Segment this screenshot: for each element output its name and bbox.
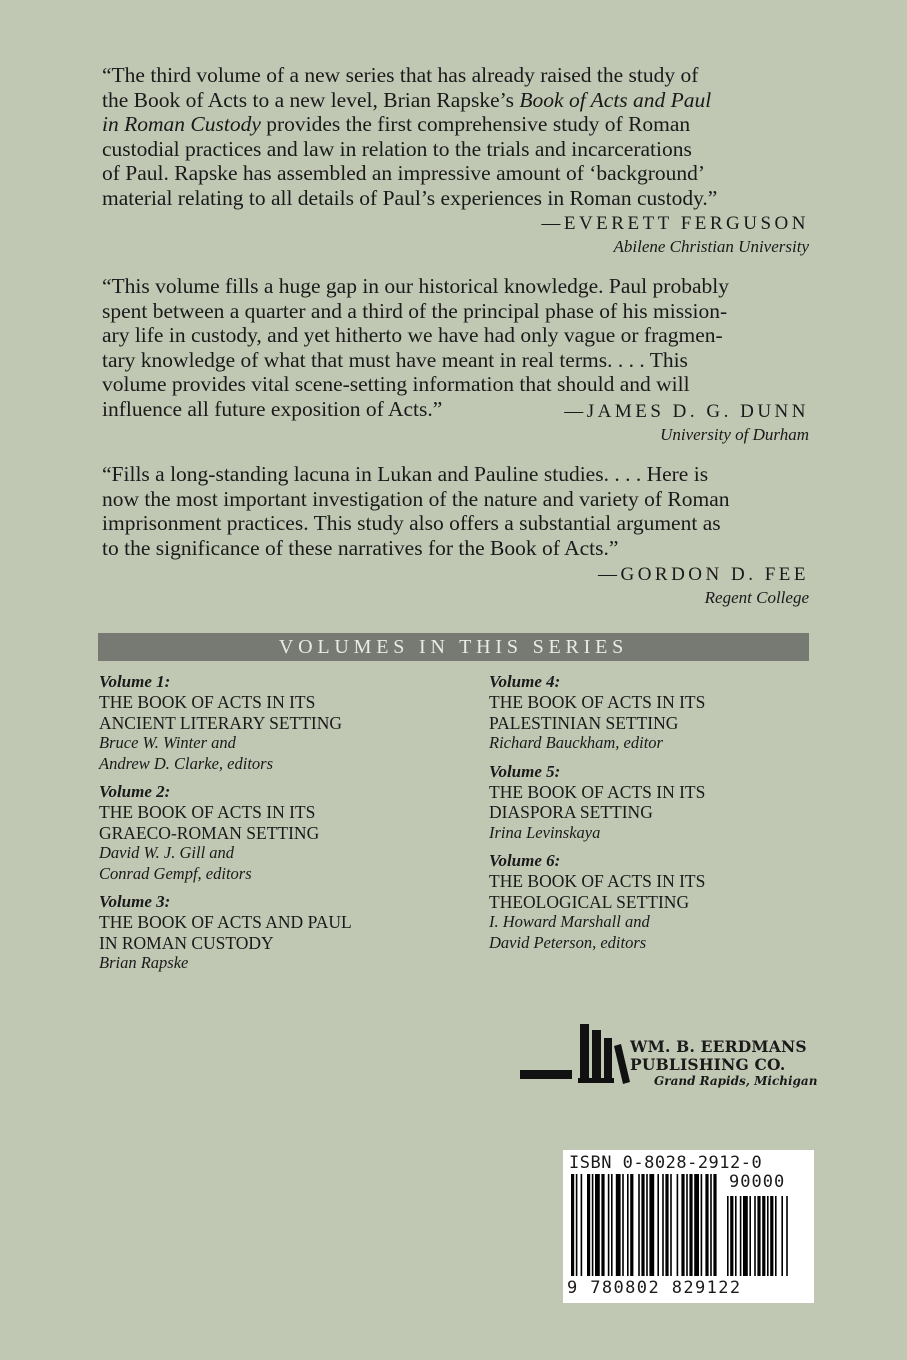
addon-bar: [762, 1196, 765, 1276]
barcode-bar: [681, 1174, 684, 1276]
volume-label: Volume 2:: [99, 782, 171, 801]
volume-title: THE BOOK OF ACTS IN ITS THEOLOGICAL SETTING: [489, 871, 706, 912]
barcode-bar: [705, 1174, 708, 1276]
volume-editors: Bruce W. Winter and Andrew D. Clarke, editors: [99, 733, 273, 773]
barcode-bar: [694, 1174, 699, 1276]
author-name: —GORDON D. FEE: [597, 564, 809, 585]
addon-bar: [740, 1196, 742, 1276]
endorsement-ferguson: [102, 63, 812, 211]
volume-label: Volume 3:: [99, 892, 171, 911]
barcode-bar: [571, 1174, 574, 1276]
publisher-line-2: PUBLISHING CO.: [630, 1055, 786, 1074]
barcode-bar: [576, 1174, 578, 1276]
publisher-name: [630, 1038, 817, 1089]
barcode-bar: [622, 1174, 624, 1276]
barcode-bar: [662, 1174, 664, 1276]
volume-label: Volume 6:: [489, 851, 561, 870]
barcode-bar: [587, 1174, 590, 1276]
addon-bar: [743, 1196, 748, 1276]
volume-editors: Richard Bauckham, editor: [489, 733, 663, 752]
addon-bar: [786, 1196, 788, 1276]
barcode-bar: [665, 1174, 668, 1276]
isbn-barcode-box: [563, 1150, 814, 1303]
barcode-bar: [670, 1174, 672, 1276]
endorsement-dunn: “This volume fills a huge gap in our historical knowledge. Paul probably spent between a quarter and a third of the principal phase of his mission- ary life in custody, and yet hitherto we have had only vague or fragmen- tary knowledge of what that must have meant in real terms. . . . This volume provides vital scene-setting information that should and will influence all future exposition of Acts.”: [102, 274, 729, 421]
barcode-bar: [601, 1174, 604, 1276]
isbn-label: ISBN 0-8028-2912-0: [569, 1153, 763, 1173]
addon-bar: [781, 1196, 783, 1276]
addon-bar: [767, 1196, 769, 1276]
addon-bar: [757, 1196, 760, 1276]
barcode-bar: [701, 1174, 703, 1276]
volume-4: [489, 672, 819, 754]
volume-title: THE BOOK OF ACTS AND PAUL IN ROMAN CUSTODY: [99, 912, 352, 953]
barcode-bar: [646, 1174, 648, 1276]
barcode-bar: [638, 1174, 640, 1276]
quote-text: “The third volume of a new series that has already raised the study of the Book of Acts to a new level, Brian Rapske’s: [102, 63, 699, 112]
author-institution: University of Durham: [660, 425, 809, 444]
volume-title: THE BOOK OF ACTS IN ITS DIASPORA SETTING: [489, 781, 706, 822]
addon-bar: [735, 1196, 737, 1276]
volume-title: THE BOOK OF ACTS IN ITS GRAECO-ROMAN SETTING: [99, 802, 320, 843]
barcode-bar: [611, 1174, 613, 1276]
addon-bar: [770, 1196, 773, 1276]
barcode-bar: [581, 1174, 583, 1276]
barcode-bar: [595, 1174, 600, 1276]
quote-text-continued: provides the first comprehensive study of Roman custodial practices and law in relation to the trials and incarcerations of Paul. Rapske has assembled an impressive amount of ‘background’ material relating to all details of Paul’s experiences in Roman custody.”: [102, 112, 718, 210]
barcode-bar: [630, 1174, 633, 1276]
barcode-bar: [689, 1174, 692, 1276]
endorsement-fee: “Fills a long-standing lacuna in Lukan and Pauline studies. . . . Here is now the most important investigation of the nature and variety of Roman imprisonment practices. This study also offers a substantial argument as to the significance of these narratives for the Book of Acts.”: [102, 462, 730, 560]
publisher-line-1: WM. B. EERDMANS: [630, 1037, 807, 1056]
barcode-bar: [710, 1174, 712, 1276]
barcode-bar: [713, 1174, 716, 1276]
attribution-ferguson: [541, 212, 809, 258]
barcode-bar: [657, 1174, 659, 1276]
volume-title: THE BOOK OF ACTS IN ITS PALESTINIAN SETTING: [489, 692, 706, 733]
publisher-logo: [520, 1024, 820, 1094]
volume-label: Volume 4:: [489, 672, 561, 691]
barcode-bar: [677, 1174, 679, 1276]
attribution-dunn: [564, 400, 809, 446]
barcode-bar: [627, 1174, 629, 1276]
barcode-bar: [616, 1174, 621, 1276]
quote-book-title: Book of Acts and Paul in Roman Custody: [102, 87, 712, 137]
volume-label: Volume 5:: [489, 761, 561, 781]
volume-editors: I. Howard Marshall and David Peterson, editors: [489, 912, 650, 952]
author-name: —EVERETT FERGUSON: [541, 213, 809, 234]
addon-bar: [775, 1196, 777, 1276]
logo-dash: [520, 1070, 572, 1079]
barcode-bar: [649, 1174, 654, 1276]
volume-editors: David W. J. Gill and Conrad Gempf, editors: [99, 843, 252, 883]
volume-label: Volume 1:: [99, 672, 171, 691]
barcode-bar: [592, 1174, 594, 1276]
author-institution: Abilene Christian University: [613, 237, 809, 256]
barcode-bar: [641, 1174, 644, 1276]
volume-5: [489, 762, 819, 844]
author-institution: Regent College: [704, 588, 809, 607]
barcode-bar: [608, 1174, 610, 1276]
addon-bar: [730, 1196, 733, 1276]
price-code: 90000: [729, 1172, 786, 1192]
volume-6: [489, 851, 819, 953]
ean-number: 9 780802 829122: [567, 1278, 742, 1298]
addon-bar: [749, 1196, 751, 1276]
volume-1: [99, 672, 429, 774]
publisher-location: Grand Rapids, Michigan: [654, 1074, 818, 1088]
volumes-right-column: [489, 672, 819, 961]
addon-bar: [727, 1196, 729, 1276]
author-name: —JAMES D. G. DUNN: [564, 401, 809, 422]
series-heading: VOLUMES IN THIS SERIES: [98, 633, 809, 661]
volumes-left-column: [99, 672, 429, 982]
volume-editors: Irina Levinskaya: [489, 822, 601, 842]
addon-bar: [754, 1196, 756, 1276]
volume-2: [99, 782, 429, 884]
volume-3: [99, 892, 429, 974]
attribution-fee: [598, 563, 809, 609]
volume-editors: Brian Rapske: [99, 953, 189, 972]
volume-title: THE BOOK OF ACTS IN ITS ANCIENT LITERARY SETTING: [99, 692, 343, 733]
barcode-bar: [686, 1174, 688, 1276]
